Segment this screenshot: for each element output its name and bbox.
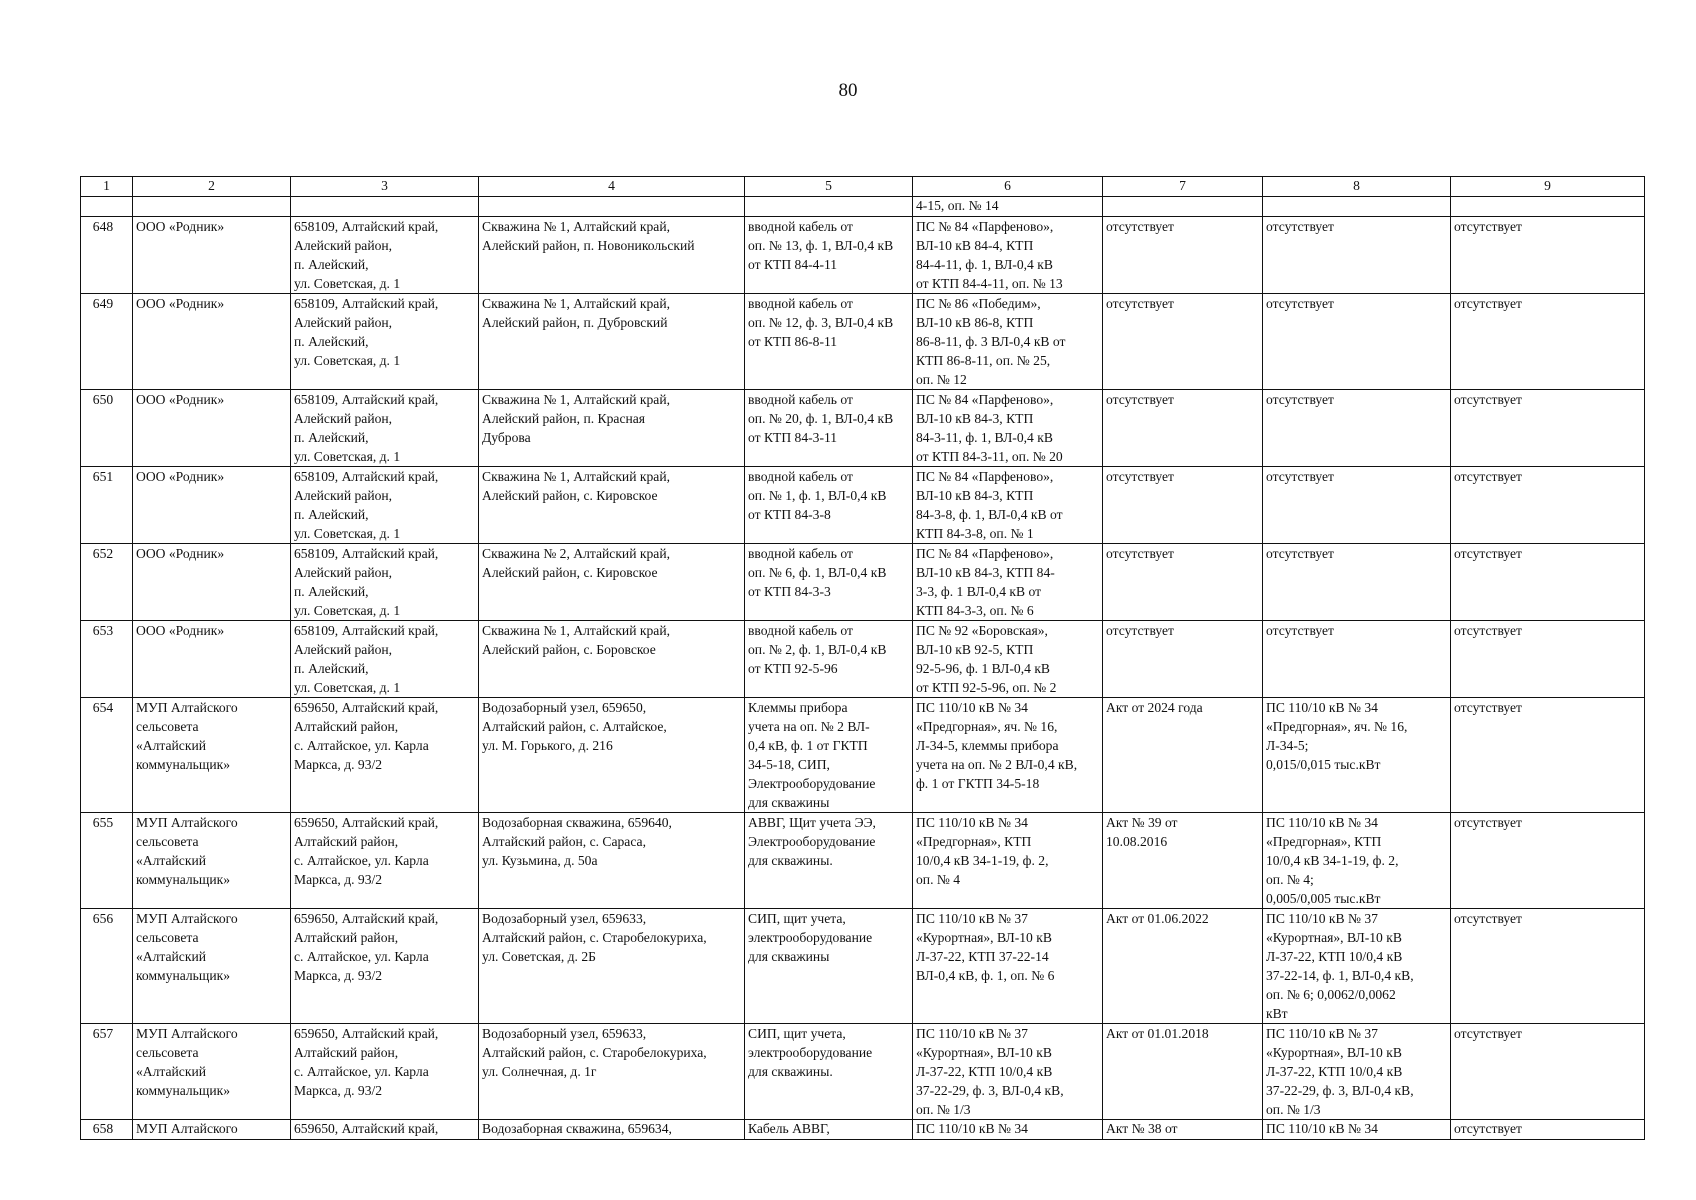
- object-cell: Скважина № 1, Алтайский край, Алейский район, п. Красная Дуброва: [479, 390, 745, 467]
- supply-point-cell: ПС № 92 «Боровская», ВЛ-10 кВ 92-5, КТП 92-5-96, ф. 1 ВЛ-0,4 кВ от КТП 92-5-96, оп. № 2: [913, 621, 1103, 698]
- connection-cell: вводной кабель от оп. № 13, ф. 1, ВЛ-0,4 кВ от КТП 84-4-11: [745, 217, 913, 294]
- act-cell: Акт от 01.06.2022: [1103, 909, 1263, 1024]
- table-row: [81, 390, 1645, 467]
- address-cell: 658109, Алтайский край, Алейский район, п. Алейский, ул. Советская, д. 1: [291, 217, 479, 294]
- capacity-cell: ПС 110/10 кВ № 34 «Предгорная», яч. № 16, Л-34-5; 0,015/0,015 тыс.кВт: [1263, 698, 1451, 813]
- row-number: 651: [81, 467, 133, 544]
- note-cell: отсутствует: [1451, 390, 1645, 467]
- table-cell: [1451, 197, 1645, 217]
- header-cell: 1: [81, 177, 133, 197]
- connection-cell: АВВГ, Щит учета ЭЭ, Электрооборудование для скважины.: [745, 813, 913, 909]
- table-cell: [291, 197, 479, 217]
- capacity-cell: ПС 110/10 кВ № 37 «Курортная», ВЛ-10 кВ Л-37-22, КТП 10/0,4 кВ 37-22-14, ф. 1, ВЛ-0,4 кВ, оп. № 6; 0,0062/0,0062 кВт: [1263, 909, 1451, 1024]
- capacity-cell: отсутствует: [1263, 390, 1451, 467]
- table-cell: 4-15, оп. № 14: [913, 197, 1103, 217]
- supply-point-cell: ПС № 86 «Победим», ВЛ-10 кВ 86-8, КТП 86-8-11, ф. 3 ВЛ-0,4 кВ от КТП 86-8-11, оп. № 25, оп. № 12: [913, 294, 1103, 390]
- organization-cell: МУП Алтайского сельсовета «Алтайский коммунальщик»: [133, 813, 291, 909]
- table-row: [81, 698, 1645, 813]
- table-row: [81, 1024, 1645, 1120]
- table-row: [81, 544, 1645, 621]
- act-cell: отсутствует: [1103, 217, 1263, 294]
- object-cell: Скважина № 2, Алтайский край, Алейский район, с. Кировское: [479, 544, 745, 621]
- note-cell: отсутствует: [1451, 467, 1645, 544]
- supply-point-cell: ПС 110/10 кВ № 37 «Курортная», ВЛ-10 кВ Л-37-22, КТП 10/0,4 кВ 37-22-29, ф. 3, ВЛ-0,4 кВ, оп. № 1/3: [913, 1024, 1103, 1120]
- address-cell: 659650, Алтайский край, Алтайский район, с. Алтайское, ул. Карла Маркса, д. 93/2: [291, 909, 479, 1024]
- table-row: [81, 467, 1645, 544]
- capacity-cell: отсутствует: [1263, 467, 1451, 544]
- act-cell: отсутствует: [1103, 390, 1263, 467]
- row-number: 648: [81, 217, 133, 294]
- connection-cell: Клеммы прибора учета на оп. № 2 ВЛ- 0,4 кВ, ф. 1 от ГКТП 34-5-18, СИП, Электрооборудование для скважины: [745, 698, 913, 813]
- table-cell: [133, 197, 291, 217]
- header-cell: 5: [745, 177, 913, 197]
- address-cell: 658109, Алтайский край, Алейский район, п. Алейский, ул. Советская, д. 1: [291, 621, 479, 698]
- header-cell: 4: [479, 177, 745, 197]
- header-cell: 8: [1263, 177, 1451, 197]
- table-row: [81, 1120, 1645, 1140]
- supply-point-cell: ПС № 84 «Парфеново», ВЛ-10 кВ 84-3, КТП 84-3-11, ф. 1, ВЛ-0,4 кВ от КТП 84-3-11, оп. № 20: [913, 390, 1103, 467]
- table-row: [81, 621, 1645, 698]
- supply-point-cell: ПС № 84 «Парфеново», ВЛ-10 кВ 84-4, КТП 84-4-11, ф. 1, ВЛ-0,4 кВ от КТП 84-4-11, оп. № 13: [913, 217, 1103, 294]
- organization-cell: ООО «Родник»: [133, 217, 291, 294]
- table-row: [81, 294, 1645, 390]
- organization-cell: МУП Алтайского: [133, 1120, 291, 1140]
- note-cell: отсутствует: [1451, 544, 1645, 621]
- note-cell: отсутствует: [1451, 621, 1645, 698]
- table-cell: [1263, 197, 1451, 217]
- address-cell: 658109, Алтайский край, Алейский район, п. Алейский, ул. Советская, д. 1: [291, 544, 479, 621]
- organization-cell: ООО «Родник»: [133, 390, 291, 467]
- note-cell: отсутствует: [1451, 698, 1645, 813]
- organization-cell: МУП Алтайского сельсовета «Алтайский коммунальщик»: [133, 909, 291, 1024]
- note-cell: отсутствует: [1451, 217, 1645, 294]
- table-cell: [1103, 197, 1263, 217]
- row-number: 654: [81, 698, 133, 813]
- row-number: 656: [81, 909, 133, 1024]
- continuation-row: [81, 197, 1645, 217]
- act-cell: отсутствует: [1103, 467, 1263, 544]
- address-cell: 659650, Алтайский край,: [291, 1120, 479, 1140]
- act-cell: отсутствует: [1103, 294, 1263, 390]
- header-cell: 3: [291, 177, 479, 197]
- address-cell: 658109, Алтайский край, Алейский район, п. Алейский, ул. Советская, д. 1: [291, 467, 479, 544]
- header-row: [81, 177, 1645, 197]
- table-row: [81, 909, 1645, 1024]
- organization-cell: МУП Алтайского сельсовета «Алтайский коммунальщик»: [133, 698, 291, 813]
- act-cell: Акт № 38 от: [1103, 1120, 1263, 1140]
- header-cell: 2: [133, 177, 291, 197]
- address-cell: 659650, Алтайский край, Алтайский район, с. Алтайское, ул. Карла Маркса, д. 93/2: [291, 813, 479, 909]
- row-number: 650: [81, 390, 133, 467]
- act-cell: Акт № 39 от 10.08.2016: [1103, 813, 1263, 909]
- object-cell: Скважина № 1, Алтайский край, Алейский район, с. Боровское: [479, 621, 745, 698]
- address-cell: 658109, Алтайский край, Алейский район, п. Алейский, ул. Советская, д. 1: [291, 294, 479, 390]
- table-cell: [745, 197, 913, 217]
- object-cell: Скважина № 1, Алтайский край, Алейский район, п. Дубровский: [479, 294, 745, 390]
- note-cell: отсутствует: [1451, 294, 1645, 390]
- act-cell: отсутствует: [1103, 621, 1263, 698]
- header-cell: 7: [1103, 177, 1263, 197]
- capacity-cell: отсутствует: [1263, 294, 1451, 390]
- row-number: 658: [81, 1120, 133, 1140]
- connection-cell: вводной кабель от оп. № 2, ф. 1, ВЛ-0,4 кВ от КТП 92-5-96: [745, 621, 913, 698]
- connection-cell: вводной кабель от оп. № 1, ф. 1, ВЛ-0,4 кВ от КТП 84-3-8: [745, 467, 913, 544]
- organization-cell: ООО «Родник»: [133, 621, 291, 698]
- supply-point-cell: ПС 110/10 кВ № 34 «Предгорная», яч. № 16, Л-34-5, клеммы прибора учета на оп. № 2 ВЛ-0,4 кВ, ф. 1 от ГКТП 34-5-18: [913, 698, 1103, 813]
- address-cell: 659650, Алтайский край, Алтайский район, с. Алтайское, ул. Карла Маркса, д. 93/2: [291, 698, 479, 813]
- supply-point-cell: ПС 110/10 кВ № 34: [913, 1120, 1103, 1140]
- capacity-cell: ПС 110/10 кВ № 37 «Курортная», ВЛ-10 кВ Л-37-22, КТП 10/0,4 кВ 37-22-29, ф. 3, ВЛ-0,4 кВ, оп. № 1/3: [1263, 1024, 1451, 1120]
- connection-cell: вводной кабель от оп. № 20, ф. 1, ВЛ-0,4 кВ от КТП 84-3-11: [745, 390, 913, 467]
- act-cell: Акт от 2024 года: [1103, 698, 1263, 813]
- connection-cell: СИП, щит учета, электрооборудование для скважины: [745, 909, 913, 1024]
- act-cell: отсутствует: [1103, 544, 1263, 621]
- connection-cell: Кабель АВВГ,: [745, 1120, 913, 1140]
- supply-point-cell: ПС 110/10 кВ № 37 «Курортная», ВЛ-10 кВ Л-37-22, КТП 37-22-14 ВЛ-0,4 кВ, ф. 1, оп. № 6: [913, 909, 1103, 1024]
- object-cell: Водозаборный узел, 659650, Алтайский район, с. Алтайское, ул. М. Горького, д. 216: [479, 698, 745, 813]
- supply-point-cell: ПС № 84 «Парфеново», ВЛ-10 кВ 84-3, КТП 84- 3-3, ф. 1 ВЛ-0,4 кВ от КТП 84-3-3, оп. № 6: [913, 544, 1103, 621]
- note-cell: отсутствует: [1451, 1120, 1645, 1140]
- table-cell: [81, 197, 133, 217]
- row-number: 653: [81, 621, 133, 698]
- object-cell: Водозаборная скважина, 659634,: [479, 1120, 745, 1140]
- connection-cell: вводной кабель от оп. № 6, ф. 1, ВЛ-0,4 кВ от КТП 84-3-3: [745, 544, 913, 621]
- connection-cell: вводной кабель от оп. № 12, ф. 3, ВЛ-0,4 кВ от КТП 86-8-11: [745, 294, 913, 390]
- capacity-cell: отсутствует: [1263, 217, 1451, 294]
- address-cell: 658109, Алтайский край, Алейский район, п. Алейский, ул. Советская, д. 1: [291, 390, 479, 467]
- object-cell: Скважина № 1, Алтайский край, Алейский район, п. Новоникольский: [479, 217, 745, 294]
- object-cell: Водозаборный узел, 659633, Алтайский район, с. Старобелокуриха, ул. Советская, д. 2Б: [479, 909, 745, 1024]
- organization-cell: ООО «Родник»: [133, 467, 291, 544]
- connection-cell: СИП, щит учета, электрооборудование для скважины.: [745, 1024, 913, 1120]
- capacity-cell: ПС 110/10 кВ № 34 «Предгорная», КТП 10/0,4 кВ 34-1-19, ф. 2, оп. № 4; 0,005/0,005 тыс.кВт: [1263, 813, 1451, 909]
- page-number: 80: [838, 80, 858, 101]
- organization-cell: МУП Алтайского сельсовета «Алтайский коммунальщик»: [133, 1024, 291, 1120]
- data-table: [80, 176, 1645, 1140]
- table-row: [81, 813, 1645, 909]
- row-number: 655: [81, 813, 133, 909]
- capacity-cell: отсутствует: [1263, 544, 1451, 621]
- object-cell: Скважина № 1, Алтайский край, Алейский район, с. Кировское: [479, 467, 745, 544]
- table-cell: [479, 197, 745, 217]
- note-cell: отсутствует: [1451, 1024, 1645, 1120]
- row-number: 652: [81, 544, 133, 621]
- note-cell: отсутствует: [1451, 813, 1645, 909]
- supply-point-cell: ПС № 84 «Парфеново», ВЛ-10 кВ 84-3, КТП 84-3-8, ф. 1, ВЛ-0,4 кВ от КТП 84-3-8, оп. № 1: [913, 467, 1103, 544]
- address-cell: 659650, Алтайский край, Алтайский район, с. Алтайское, ул. Карла Маркса, д. 93/2: [291, 1024, 479, 1120]
- object-cell: Водозаборная скважина, 659640, Алтайский район, с. Сараса, ул. Кузьмина, д. 50а: [479, 813, 745, 909]
- capacity-cell: отсутствует: [1263, 621, 1451, 698]
- organization-cell: ООО «Родник»: [133, 544, 291, 621]
- header-cell: 6: [913, 177, 1103, 197]
- header-cell: 9: [1451, 177, 1645, 197]
- supply-point-cell: ПС 110/10 кВ № 34 «Предгорная», КТП 10/0,4 кВ 34-1-19, ф. 2, оп. № 4: [913, 813, 1103, 909]
- object-cell: Водозаборный узел, 659633, Алтайский район, с. Старобелокуриха, ул. Солнечная, д. 1г: [479, 1024, 745, 1120]
- row-number: 657: [81, 1024, 133, 1120]
- capacity-cell: ПС 110/10 кВ № 34: [1263, 1120, 1451, 1140]
- row-number: 649: [81, 294, 133, 390]
- act-cell: Акт от 01.01.2018: [1103, 1024, 1263, 1120]
- organization-cell: ООО «Родник»: [133, 294, 291, 390]
- note-cell: отсутствует: [1451, 909, 1645, 1024]
- table-row: [81, 217, 1645, 294]
